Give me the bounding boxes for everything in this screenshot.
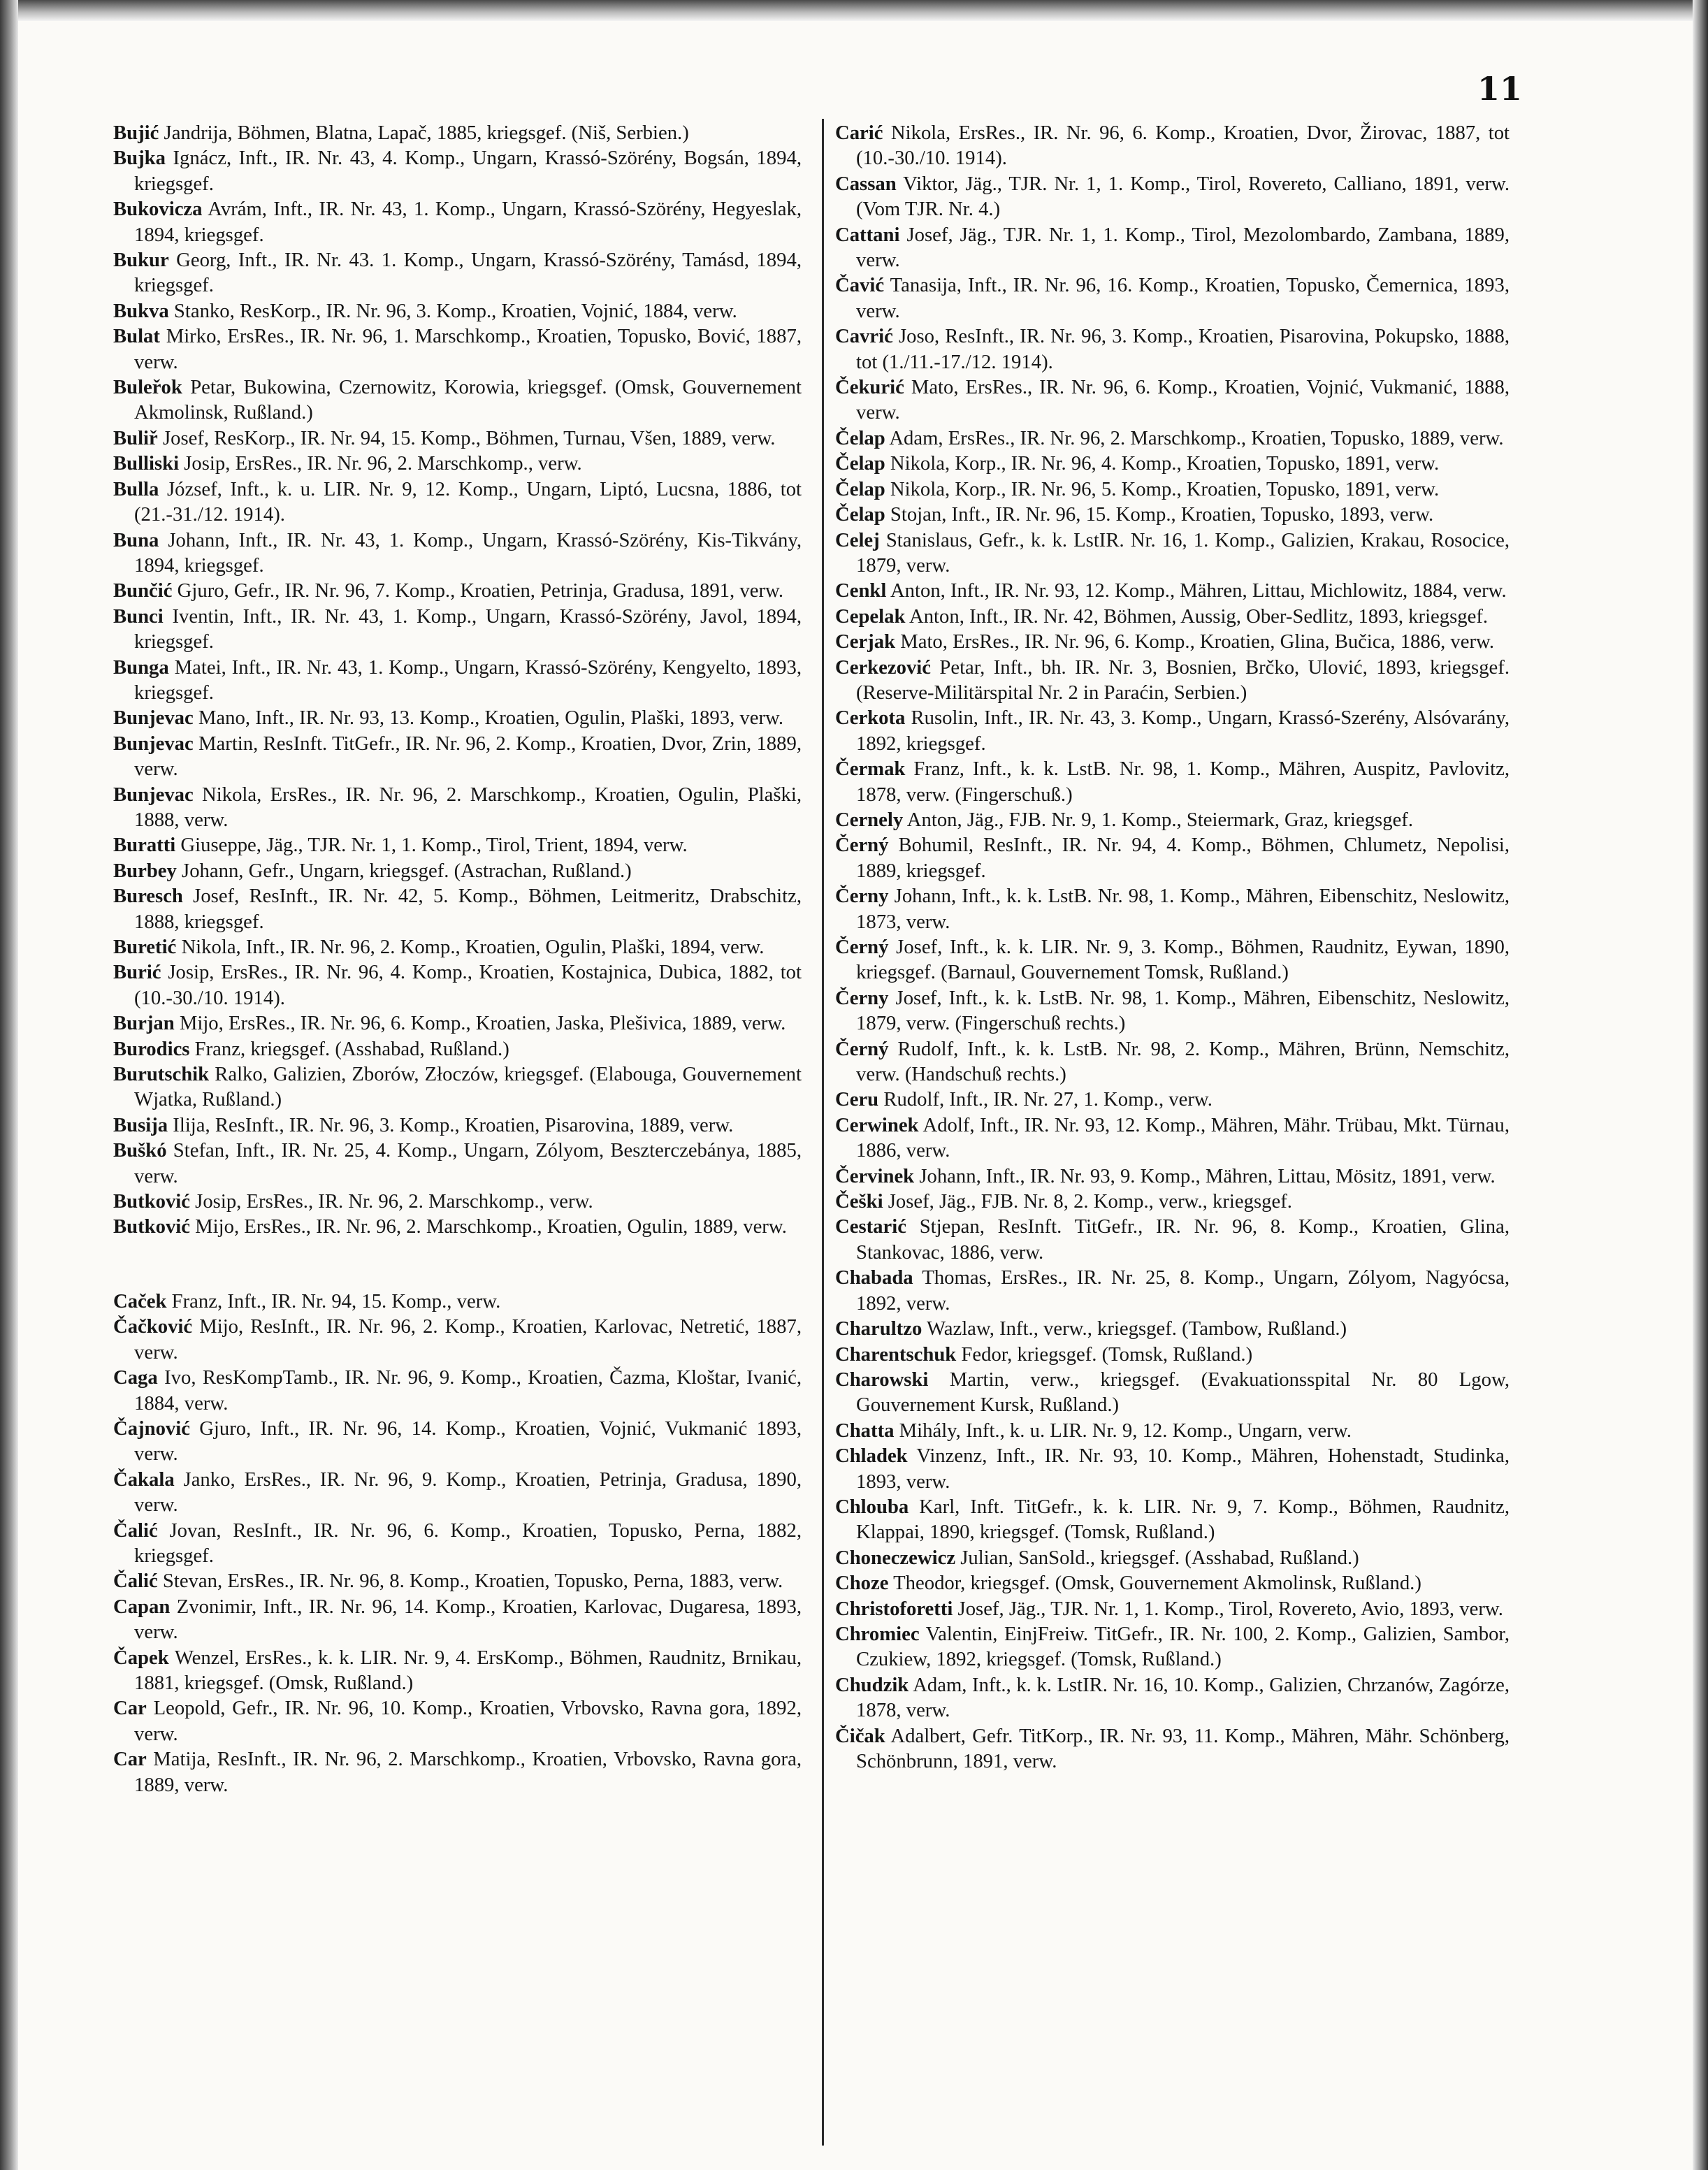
entry-surname: Bunjevac xyxy=(113,732,194,755)
entry-surname: Chabada xyxy=(835,1266,913,1289)
entry-surname: Cepelak xyxy=(835,605,906,628)
entry-surname: Čičak xyxy=(835,1724,885,1747)
entry-surname: Caga xyxy=(113,1366,158,1389)
entry-surname: Carić xyxy=(835,122,883,144)
register-entry xyxy=(835,273,1510,324)
entry-surname: Charultzo xyxy=(835,1317,922,1340)
entry-details: Stanko, ResKorp., IR. Nr. 96, 3. Komp., Kroatien, Vojnić, 1884, verw. xyxy=(173,299,737,322)
register-entry xyxy=(113,1062,802,1113)
register-entry xyxy=(835,1443,1510,1494)
entry-surname: Čapek xyxy=(113,1646,169,1669)
entry-details: Stjepan, ResInft. TitGefr., IR. Nr. 96, 8. Komp., Kroatien, Glina, Stankovac, 1886, verw. xyxy=(856,1215,1510,1264)
entry-details: Mirko, ErsRes., IR. Nr. 96, 1. Marschkomp., Kroatien, Topusko, Bović, 1887, verw. xyxy=(134,325,802,373)
entry-surname: Butković xyxy=(113,1215,190,1238)
register-entry xyxy=(113,705,802,730)
register-entry xyxy=(835,578,1510,603)
entry-surname: Čelap xyxy=(835,452,885,475)
entry-surname: Cernely xyxy=(835,808,904,831)
entry-details: Josef, Jäg., TJR. Nr. 1, 1. Komp., Tirol, Mezolombardo, Zambana, 1889, verw. xyxy=(856,223,1510,272)
register-entry xyxy=(835,1672,1510,1723)
register-entry xyxy=(113,298,802,324)
register-entry xyxy=(835,1367,1510,1418)
section-gap xyxy=(113,1240,802,1289)
page-shadow-right xyxy=(1693,0,1708,2170)
entry-surname: Burbey xyxy=(113,859,177,882)
entry-details: Josef, Jäg., TJR. Nr. 1, 1. Komp., Tirol, Rovereto, Avio, 1893, verw. xyxy=(957,1597,1503,1620)
entry-surname: Bukva xyxy=(113,299,169,322)
entry-surname: Buretić xyxy=(113,936,177,958)
entry-details: Valentin, EinjFreiw. TitGefr., IR. Nr. 100, 2. Komp., Galizien, Sambor, Czukiew, 1892, kriegsgef. (Tomsk, Rußland.) xyxy=(856,1622,1510,1671)
entry-surname: Cavrić xyxy=(835,325,893,348)
register-entry xyxy=(113,655,802,706)
register-entry xyxy=(835,426,1510,451)
entry-details: Mijo, ErsRes., IR. Nr. 96, 2. Marschkomp., Kroatien, Ogulin, 1889, verw. xyxy=(195,1215,787,1238)
entry-details: Anton, Inft., IR. Nr. 42, Böhmen, Aussig, Ober-Sedlitz, 1893, kriegsgef. xyxy=(909,605,1489,628)
entry-details: Ignácz, Inft., IR. Nr. 43, 4. Komp., Ungarn, Krassó-Szörény, Bogsán, 1894, kriegsgef. xyxy=(134,147,802,195)
entry-details: Mato, ErsRes., IR. Nr. 96, 6. Komp., Kroatien, Glina, Bučica, 1886, verw. xyxy=(900,630,1495,653)
register-entry xyxy=(113,1189,802,1214)
register-entry xyxy=(113,832,802,858)
register-entry xyxy=(835,1494,1510,1545)
register-entry xyxy=(835,1342,1510,1367)
register-entry xyxy=(113,604,802,655)
entry-details: Wazlaw, Inft., verw., kriegsgef. (Tambow, Rußland.) xyxy=(926,1317,1347,1340)
entry-details: Gjuro, Gefr., IR. Nr. 96, 7. Komp., Kroatien, Petrinja, Gradusa, 1891, verw. xyxy=(177,579,784,602)
entry-details: Fedor, kriegsgef. (Tomsk, Rußland.) xyxy=(961,1343,1253,1366)
entry-details: Vinzenz, Inft., IR. Nr. 93, 10. Komp., Mähren, Hohenstadt, Studinka, 1893, verw. xyxy=(856,1445,1510,1493)
entry-details: Adalbert, Gefr. TitKorp., IR. Nr. 93, 11. Komp., Mähren, Mähr. Schönberg, Schönbrunn, 1891, verw. xyxy=(856,1724,1510,1772)
entry-surname: Chromiec xyxy=(835,1622,920,1645)
entry-details: Mihály, Inft., k. u. LIR. Nr. 9, 12. Komp., Ungarn, verw. xyxy=(899,1419,1352,1442)
register-entry xyxy=(113,1416,802,1467)
entry-details: Martin, verw., kriegsgef. (Evakuationsspital Nr. 80 Lgow, Gouvernement Kursk, Rußland.) xyxy=(856,1368,1510,1417)
entry-surname: Čelap xyxy=(835,477,885,500)
entry-details: Petar, Bukowina, Czernowitz, Korowia, kriegsgef. (Omsk, Gouvernement Akmolinsk, Rußland.) xyxy=(134,376,802,424)
register-entry xyxy=(113,375,802,426)
register-entry xyxy=(835,528,1510,579)
entry-surname: Cassan xyxy=(835,172,897,195)
entry-surname: Čavić xyxy=(835,274,885,297)
entry-surname: Buleřok xyxy=(113,376,182,399)
entry-details: Avrám, Inft., IR. Nr. 43, 1. Komp., Ungarn, Krassó-Szörény, Hegyeslak, 1894, kriegsgef. xyxy=(134,198,802,246)
entry-surname: Burjan xyxy=(113,1012,175,1035)
entry-surname: Bujka xyxy=(113,147,166,170)
register-entry xyxy=(835,832,1510,883)
register-entry xyxy=(835,1265,1510,1316)
entry-details: Julian, SanSold., kriegsgef. (Asshabad, Rußland.) xyxy=(960,1546,1359,1569)
entry-details: Nikola, ErsRes., IR. Nr. 96, 2. Marschkomp., Kroatien, Ogulin, Plaški, 1888, verw. xyxy=(134,783,802,831)
entry-surname: Cerwinek xyxy=(835,1113,919,1136)
entry-details: Martin, ResInft. TitGefr., IR. Nr. 96, 2. Komp., Kroatien, Dvor, Zrin, 1889, verw. xyxy=(134,732,802,781)
entry-details: Jovan, ResInft., IR. Nr. 96, 6. Komp., Kroatien, Topusko, Perna, 1882, kriegsgef. xyxy=(134,1519,802,1567)
entry-surname: Bunčić xyxy=(113,579,173,602)
entry-details: Franz, Inft., IR. Nr. 94, 15. Komp., verw. xyxy=(171,1289,501,1312)
entry-surname: Bunjevac xyxy=(113,783,194,806)
entry-details: Tanasija, Inft., IR. Nr. 96, 16. Komp., Kroatien, Topusko, Čemernica, 1893, verw. xyxy=(856,274,1510,322)
register-entry xyxy=(835,1189,1510,1214)
register-entry xyxy=(835,629,1510,654)
entry-surname: Chatta xyxy=(835,1419,895,1442)
entry-details: Josef, Inft., k. k. LIR. Nr. 9, 3. Komp., Böhmen, Raudnitz, Eywan, 1890, kriegsgef. (Barnaul, Gouvernement Tomsk, Rußland.) xyxy=(856,936,1510,984)
entry-surname: Butković xyxy=(113,1190,190,1213)
entry-surname: Charentschuk xyxy=(835,1343,957,1366)
register-entry xyxy=(835,1316,1510,1341)
register-entry xyxy=(835,807,1510,832)
entry-surname: Bujić xyxy=(113,122,159,144)
entry-surname: Čalić xyxy=(113,1519,158,1542)
register-entry xyxy=(113,196,802,247)
entry-surname: Buškó xyxy=(113,1139,167,1162)
entry-details: Adam, ErsRes., IR. Nr. 96, 2. Marschkomp., Kroatien, Topusko, 1889, verw. xyxy=(889,426,1504,449)
register-entry xyxy=(113,1645,802,1696)
register-entry xyxy=(113,1314,802,1365)
entry-details: Josef, ResInft., IR. Nr. 42, 5. Komp., Böhmen, Leitmeritz, Drabschitz, 1888, kriegsgef. xyxy=(134,885,802,933)
entry-details: Mijo, ErsRes., IR. Nr. 96, 6. Komp., Kroatien, Jaska, Plešivica, 1889, verw. xyxy=(179,1012,786,1035)
entry-details: Giuseppe, Jäg., TJR. Nr. 1, 1. Komp., Tirol, Trient, 1894, verw. xyxy=(180,834,688,857)
register-entry xyxy=(113,1214,802,1239)
entry-details: Josip, ErsRes., IR. Nr. 96, 4. Komp., Kroatien, Kostajnica, Dubica, 1882, tot (10.-30./10. 1914). xyxy=(134,961,802,1009)
entry-details: Johann, Inft., k. k. LstB. Nr. 98, 1. Komp., Mähren, Eibenschitz, Neslowitz, 1873, verw. xyxy=(856,885,1510,933)
register-entry xyxy=(835,883,1510,934)
entry-surname: Čelap xyxy=(835,426,885,449)
entry-details: Nikola, Korp., IR. Nr. 96, 5. Komp., Kroatien, Topusko, 1891, verw. xyxy=(890,477,1440,500)
register-entry xyxy=(835,1418,1510,1443)
entry-surname: Češki xyxy=(835,1190,883,1213)
entry-surname: Černy xyxy=(835,885,889,908)
register-entry xyxy=(835,1723,1510,1774)
entry-surname: Bukovicza xyxy=(113,198,203,221)
entry-details: Zvonimir, Inft., IR. Nr. 96, 14. Komp., Kroatien, Karlovac, Dugaresa, 1893, verw. xyxy=(134,1595,802,1644)
register-entry xyxy=(835,985,1510,1036)
entry-details: Mato, ErsRes., IR. Nr. 96, 6. Komp., Kroatien, Vojnić, Vukmanić, 1888, verw. xyxy=(856,376,1510,424)
page-number: 11 xyxy=(1477,70,1522,108)
register-entry xyxy=(835,705,1510,756)
register-entry xyxy=(835,375,1510,426)
entry-surname: Bunci xyxy=(113,605,164,628)
register-entry xyxy=(113,731,802,782)
entry-surname: Čekurić xyxy=(835,376,904,399)
entry-details: Iventin, Inft., IR. Nr. 43, 1. Komp., Ungarn, Krassó-Szörény, Javol, 1894, kriegsgef. xyxy=(134,605,802,653)
register-entry xyxy=(835,451,1510,476)
register-entry xyxy=(835,222,1510,273)
entry-surname: Chudzik xyxy=(835,1673,909,1696)
register-entry xyxy=(113,1467,802,1518)
entry-surname: Car xyxy=(113,1748,147,1771)
entry-surname: Čalić xyxy=(113,1570,158,1593)
entry-details: Leopold, Gefr., IR. Nr. 96, 10. Komp., Kroatien, Vrbovsko, Ravna gora, 1892, verw. xyxy=(134,1697,802,1745)
register-entry xyxy=(113,1746,802,1798)
entry-surname: Černy xyxy=(835,986,889,1009)
register-entry xyxy=(835,1036,1510,1087)
entry-details: Nikola, Inft., IR. Nr. 96, 2. Komp., Kroatien, Ogulin, Plaški, 1894, verw. xyxy=(181,936,765,958)
register-entry xyxy=(113,1568,802,1593)
entry-details: Theodor, kriegsgef. (Omsk, Gouvernement Akmolinsk, Rußland.) xyxy=(893,1572,1421,1595)
entry-surname: Chlouba xyxy=(835,1495,909,1518)
register-entry xyxy=(113,324,802,375)
register-entry xyxy=(113,528,802,579)
entry-details: Mijo, ResInft., IR. Nr. 96, 2. Komp., Kroatien, Karlovac, Netretić, 1887, verw. xyxy=(134,1315,802,1364)
register-entry xyxy=(113,247,802,298)
entry-surname: Caček xyxy=(113,1289,167,1312)
register-entry xyxy=(835,934,1510,985)
register-entry xyxy=(835,604,1510,629)
entry-details: Anton, Jäg., FJB. Nr. 9, 1. Komp., Steiermark, Graz, kriegsgef. xyxy=(906,808,1414,831)
entry-details: Karl, Inft. TitGefr., k. k. LIR. Nr. 9, 7. Komp., Böhmen, Raudnitz, Klappai, 1890, kriegsgef. (Tomsk, Rußland.) xyxy=(856,1495,1510,1544)
entry-details: Anton, Inft., IR. Nr. 93, 12. Komp., Mähren, Littau, Michlowitz, 1884, verw. xyxy=(890,579,1507,602)
entry-details: Joso, ResInft., IR. Nr. 96, 3. Komp., Kroatien, Pisarovina, Pokupsko, 1888, tot (1./11.-17./12. 1914). xyxy=(856,325,1510,373)
entry-surname: Cenkl xyxy=(835,579,887,602)
entry-surname: Celej xyxy=(835,528,880,551)
entry-details: Wenzel, ErsRes., k. k. LIR. Nr. 9, 4. ErsKomp., Böhmen, Raudnitz, Brnikau, 1881, kriegsgef. (Omsk, Rußland.) xyxy=(134,1646,802,1694)
entry-details: Josip, ErsRes., IR. Nr. 96, 2. Marschkomp., verw. xyxy=(184,452,582,475)
page-shadow-left xyxy=(0,0,18,2170)
entry-surname: Červinek xyxy=(835,1164,915,1187)
register-entry xyxy=(113,1289,802,1314)
register-entry xyxy=(113,1036,802,1062)
entry-surname: Burutschik xyxy=(113,1063,210,1086)
entry-surname: Capan xyxy=(113,1595,171,1618)
entry-details: Jandrija, Böhmen, Blatna, Lapač, 1885, kriegsgef. (Niš, Serbien.) xyxy=(164,122,689,144)
register-entry xyxy=(113,1365,802,1416)
entry-surname: Bunga xyxy=(113,656,169,679)
register-entry xyxy=(835,120,1510,171)
register-entry xyxy=(113,578,802,603)
entry-details: Thomas, ErsRes., IR. Nr. 25, 8. Komp., Ungarn, Zólyom, Nagyócsa, 1892, verw. xyxy=(856,1266,1510,1315)
entry-details: Johann, Gefr., Ungarn, kriegsgef. (Astrachan, Rußland.) xyxy=(182,859,632,882)
register-entry xyxy=(835,324,1510,375)
entry-details: Janko, ErsRes., IR. Nr. 96, 9. Komp., Kroatien, Petrinja, Gradusa, 1890, verw. xyxy=(134,1468,802,1517)
entry-surname: Burić xyxy=(113,961,161,984)
entry-surname: Buresch xyxy=(113,885,183,908)
entry-details: Franz, Inft., k. k. LstB. Nr. 98, 1. Komp., Mähren, Auspitz, Pavlovitz, 1878, verw. (Fingerschuß.) xyxy=(856,758,1510,806)
entry-details: Matija, ResInft., IR. Nr. 96, 2. Marschkomp., Kroatien, Vrbovsko, Ravna gora, 1889, verw. xyxy=(134,1748,802,1796)
register-entry xyxy=(113,1518,802,1569)
register-entry xyxy=(835,655,1510,706)
entry-details: Ilija, ResInft., IR. Nr. 96, 3. Komp., Kroatien, Pisarovina, 1889, verw. xyxy=(173,1113,734,1136)
entry-details: Petar, Inft., bh. IR. Nr. 3, Bosnien, Brčko, Ulović, 1893, kriegsgef. (Reserve-Militärspital Nr. 2 in Paraćin, Serbien.) xyxy=(856,656,1510,704)
entry-surname: Christoforetti xyxy=(835,1597,953,1620)
entry-details: Johann, Inft., IR. Nr. 43, 1. Komp., Ungarn, Krassó-Szörény, Kis-Tikvány, 1894, kriegsgef. xyxy=(134,528,802,577)
page-shadow-top xyxy=(0,0,1708,21)
register-entry xyxy=(835,756,1510,807)
entry-surname: Bulla xyxy=(113,477,159,500)
entry-details: Rudolf, Inft., k. k. LstB. Nr. 98, 2. Komp., Mähren, Brünn, Nemschitz, verw. (Handschuß rechts.) xyxy=(856,1037,1510,1086)
entry-surname: Černý xyxy=(835,1037,889,1060)
entry-surname: Busija xyxy=(113,1113,168,1136)
register-entry xyxy=(835,1113,1510,1164)
register-entry xyxy=(113,1138,802,1189)
register-entry xyxy=(835,1570,1510,1596)
entry-surname: Cerkezović xyxy=(835,656,931,679)
entry-surname: Černý xyxy=(835,936,889,958)
entry-details: Nikola, ErsRes., IR. Nr. 96, 6. Komp., Kroatien, Dvor, Žirovac, 1887, tot (10.-30./10. 1914). xyxy=(856,122,1510,170)
register-entry xyxy=(835,502,1510,527)
entry-details: Mano, Inft., IR. Nr. 93, 13. Komp., Kroatien, Ogulin, Plaški, 1893, verw. xyxy=(198,707,784,730)
entry-surname: Choneczewicz xyxy=(835,1546,956,1569)
entry-surname: Cattani xyxy=(835,223,900,246)
register-entry xyxy=(113,782,802,833)
register-entry xyxy=(835,1214,1510,1265)
entry-surname: Bukur xyxy=(113,249,169,272)
register-entry xyxy=(835,1164,1510,1189)
register-entry xyxy=(113,1695,802,1746)
entry-details: Stefan, Inft., IR. Nr. 25, 4. Komp., Ungarn, Zólyom, Beszterczebánya, 1885, verw. xyxy=(134,1139,802,1187)
entry-details: Ralko, Galizien, Zborów, Złoczów, kriegsgef. (Elabouga, Gouvernement Wjatka, Rußland.) xyxy=(134,1063,802,1111)
entry-details: Matei, Inft., IR. Nr. 43, 1. Komp., Ungarn, Krassó-Szörény, Kengyelto, 1893, kriegsgef. xyxy=(134,656,802,704)
entry-surname: Cerkota xyxy=(835,707,906,730)
entry-surname: Čelap xyxy=(835,503,885,526)
entry-surname: Bulliski xyxy=(113,452,180,475)
column-divider xyxy=(822,119,824,2146)
entry-surname: Černý xyxy=(835,834,889,857)
entry-details: Josef, Jäg., FJB. Nr. 8, 2. Komp., verw., kriegsgef. xyxy=(888,1190,1292,1213)
entry-details: Georg, Inft., IR. Nr. 43. 1. Komp., Ungarn, Krassó-Szörény, Tamásd, 1894, kriegsgef. xyxy=(134,249,802,297)
entry-surname: Bulat xyxy=(113,325,160,348)
entry-surname: Čakala xyxy=(113,1468,175,1491)
entry-details: Gjuro, Inft., IR. Nr. 96, 14. Komp., Kroatien, Vojnić, Vukmanić 1893, verw. xyxy=(134,1417,802,1466)
register-entry xyxy=(113,1594,802,1645)
entry-details: Viktor, Jäg., TJR. Nr. 1, 1. Komp., Tirol, Rovereto, Calliano, 1891, verw. (Vom TJR. Nr. 4.) xyxy=(856,172,1510,221)
entry-details: Josef, ResKorp., IR. Nr. 94, 15. Komp., Böhmen, Turnau, Všen, 1889, verw. xyxy=(162,426,776,449)
entry-surname: Bunjevac xyxy=(113,707,194,730)
entry-details: Adam, Inft., k. k. LstIR. Nr. 16, 10. Komp., Galizien, Chrzanów, Zagórze, 1878, verw. xyxy=(856,1673,1510,1722)
entry-details: Stojan, Inft., IR. Nr. 96, 15. Komp., Kroatien, Topusko, 1893, verw. xyxy=(890,503,1434,526)
entry-surname: Charowski xyxy=(835,1368,929,1391)
entry-details: Josip, ErsRes., IR. Nr. 96, 2. Marschkomp., verw. xyxy=(195,1190,593,1213)
entry-details: Nikola, Korp., IR. Nr. 96, 4. Komp., Kroatien, Topusko, 1891, verw. xyxy=(890,452,1440,475)
entry-surname: Buliř xyxy=(113,426,158,449)
entry-surname: Buratti xyxy=(113,834,176,857)
entry-details: Franz, kriegsgef. (Asshabad, Rußland.) xyxy=(194,1037,509,1060)
register-entry xyxy=(835,1621,1510,1672)
entry-surname: Car xyxy=(113,1697,147,1720)
entry-details: Adolf, Inft., IR. Nr. 93, 12. Komp., Mähren, Mähr. Trübau, Mkt. Türnau, 1886, verw. xyxy=(856,1113,1510,1162)
entry-details: Stanislaus, Gefr., k. k. LstIR. Nr. 16, 1. Komp., Galizien, Krakau, Rosocice, 1879, verw. xyxy=(856,528,1510,577)
left-column xyxy=(113,120,802,1798)
entry-details: Rusolin, Inft., IR. Nr. 43, 3. Komp., Ungarn, Krassó-Szerény, Alsóvarány, 1892, kriegsgef. xyxy=(856,707,1510,755)
entry-surname: Čermak xyxy=(835,758,906,781)
entry-surname: Choze xyxy=(835,1572,889,1595)
entry-surname: Chladek xyxy=(835,1445,908,1468)
register-entry xyxy=(113,120,802,145)
entry-details: Ivo, ResKompTamb., IR. Nr. 96, 9. Komp., Kroatien, Čazma, Kloštar, Ivanić, 1884, verw. xyxy=(134,1366,802,1415)
register-entry xyxy=(113,934,802,960)
entry-details: Stevan, ErsRes., IR. Nr. 96, 8. Komp., Kroatien, Topusko, Perna, 1883, verw. xyxy=(162,1570,783,1593)
register-entry xyxy=(113,858,802,883)
register-entry xyxy=(835,1087,1510,1112)
entry-surname: Cestarić xyxy=(835,1215,906,1238)
register-entry xyxy=(113,477,802,528)
register-entry xyxy=(113,1113,802,1138)
entry-surname: Ceru xyxy=(835,1088,879,1111)
entry-details: Bohumil, ResInft., IR. Nr. 94, 4. Komp., Böhmen, Chlumetz, Nepolisi, 1889, kriegsgef. xyxy=(856,834,1510,882)
entry-details: József, Inft., k. u. LIR. Nr. 9, 12. Komp., Ungarn, Liptó, Lucsna, 1886, tot (21.-31./12. 1914). xyxy=(134,477,802,526)
entry-surname: Burodics xyxy=(113,1037,190,1060)
entry-surname: Čačković xyxy=(113,1315,193,1338)
register-entry xyxy=(113,145,802,196)
register-entry xyxy=(113,960,802,1011)
register-entry xyxy=(113,883,802,934)
register-entry xyxy=(835,1596,1510,1621)
entry-surname: Buna xyxy=(113,528,159,551)
register-entry xyxy=(113,426,802,451)
register-entry xyxy=(113,451,802,476)
entry-surname: Čajnović xyxy=(113,1417,190,1440)
register-entry xyxy=(835,477,1510,502)
entry-details: Josef, Inft., k. k. LstB. Nr. 98, 1. Komp., Mähren, Eibenschitz, Neslowitz, 1879, verw. (Fingerschuß rechts.) xyxy=(856,986,1510,1035)
right-column xyxy=(835,120,1510,1774)
register-entry xyxy=(835,171,1510,222)
entry-details: Rudolf, Inft., IR. Nr. 27, 1. Komp., verw. xyxy=(883,1088,1213,1111)
entry-details: Johann, Inft., IR. Nr. 93, 9. Komp., Mähren, Littau, Mösitz, 1891, verw. xyxy=(919,1164,1496,1187)
entry-surname: Cerjak xyxy=(835,630,896,653)
register-entry xyxy=(113,1011,802,1036)
register-entry xyxy=(835,1545,1510,1570)
